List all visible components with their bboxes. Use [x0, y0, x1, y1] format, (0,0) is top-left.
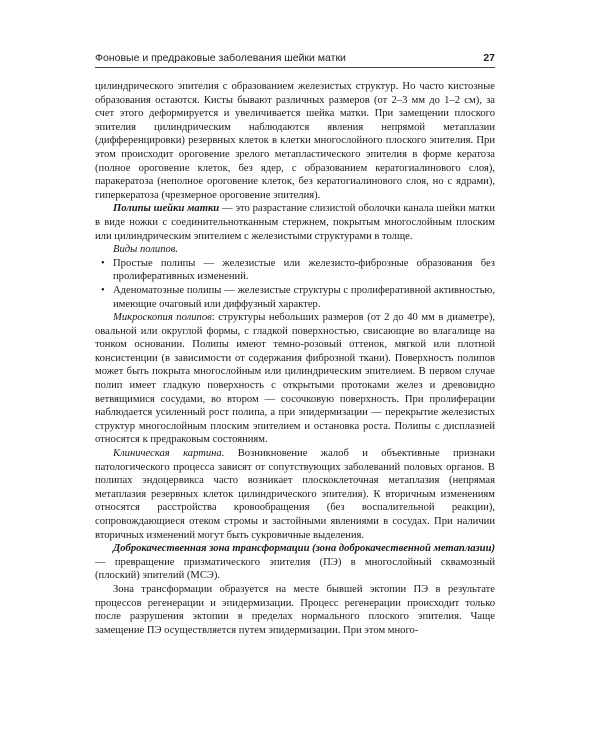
microscopy-text: : структуры небольших размеров (от 2 до 40 мм в диаметре), овальной или округлой формы, с гладкой поверхностью, свисающие во влагалище на тонком основании. Полипы имеют темно-розовый оттенок, мягкой или плотной консистенции (в зависимости от содержания фиброзной ткани). Поверхность полипов может быть покрыта многослойным или цилиндрическим эпителием. В первом случае полип имеет гладкую поверхность с открытыми протоками желез и древовидно ветвящимися сосудами, во втором — сосочковую поверхность. При пролиферации наблюдается усиленный рост полипа, а при эпидермизации — перекрытие железистых структур многослойным плоским эпителием и остановка роста. Полипы с дисплазией относятся к предраковым состояниям.	[95, 312, 496, 446]
paragraph-transformation-zone: Зона трансформации образуется на месте бывшей эктопии ПЭ в результате процессов регенерации и эпидермизации. Процесс регенерации происходит только после разрушения эктопии в пределах нормального плоского эпителия. Чаще замещение ПЭ осуществляется путем эпидермизации. При этом много-	[95, 583, 495, 636]
list-item: • Простые полипы — железистые или железисто-фиброзные образования без пролиферативных изменений.	[95, 257, 495, 284]
paragraph-metaplasia: цилиндрического эпителия с образованием железистых структур. Но часто кистозные образования остаются. Кисты бывают различных размеров (от 2–3 мм до 1–2 см), за счет этого деформируется и увеличивается шейка матки. При замещении плоского эпителия цилиндрическим наблюдаются явления непрямой метаплазии (дифференцировки) резервных клеток в клетки многослойного плоского эпителия. При этом происходит ороговение зрелого метапластического эпителия в форме кератоза (полное ороговение клеток, без ядер, с образованием кератогиалинового слоя), паракератоза (неполное ороговение клеток, без кератогиалинового слоя, но с ядрами), гиперкератоза (чрезмерное ороговение эпителия).	[95, 81, 495, 201]
polyp-types-list	[95, 257, 495, 311]
paragraph-clinical	[95, 447, 495, 542]
term-transformation-zone: Доброкачественная зона трансформации (зона доброкачественной метаплазии)	[113, 543, 495, 555]
clinical-text: Возникновение жалоб и объективные признаки патологического процесса зависят от сопутствующих заболеваний половых органов. В полипах эндоцервикса часто возникает плоскоклеточная метаплазия (непрямая метаплазия резервных клеток цилиндрического эпителия). К вторичным изменениям относятся расстройства кровообращения (без воспалительной реакции), сопровождающиеся отеком стромы и застойными явлениями в сосудах. При наличии вторичных изменений могут быть сукровичные выделения.	[95, 448, 495, 541]
clinical-label: Клиническая картина.	[113, 448, 225, 460]
header-divider	[95, 67, 495, 68]
list-item: • Аденоматозные полипы — железистые структуры с пролиферативной активностью, имеющие очаговый или диффузный характер.	[95, 284, 495, 311]
paragraph-transformation-zone-definition	[95, 542, 495, 583]
polyps-definition-text: — это разрастание слизистой оболочки канала шейки матки в виде ножки с соединительнотканным стержнем, покрытым многослойным плоским или цилиндрическим эпителием с железистыми структурами в толще.	[95, 203, 495, 242]
paragraph-microscopy	[95, 311, 495, 447]
paragraph-polyps-definition	[95, 202, 495, 243]
page-number: 27	[483, 52, 495, 64]
polyp-types-heading: Виды полипов.	[113, 244, 179, 256]
microscopy-label: Микроскопия полипов	[113, 312, 212, 324]
term-polyps: Полипы шейки матки	[113, 203, 220, 215]
page-body	[95, 80, 495, 637]
transformation-zone-definition-text: — превращение призматического эпителия (ПЭ) в многослойный сквамозный (плоский) эпителий (МСЭ).	[95, 556, 495, 582]
running-title: Фоновые и предраковые заболевания шейки матки	[95, 52, 346, 64]
